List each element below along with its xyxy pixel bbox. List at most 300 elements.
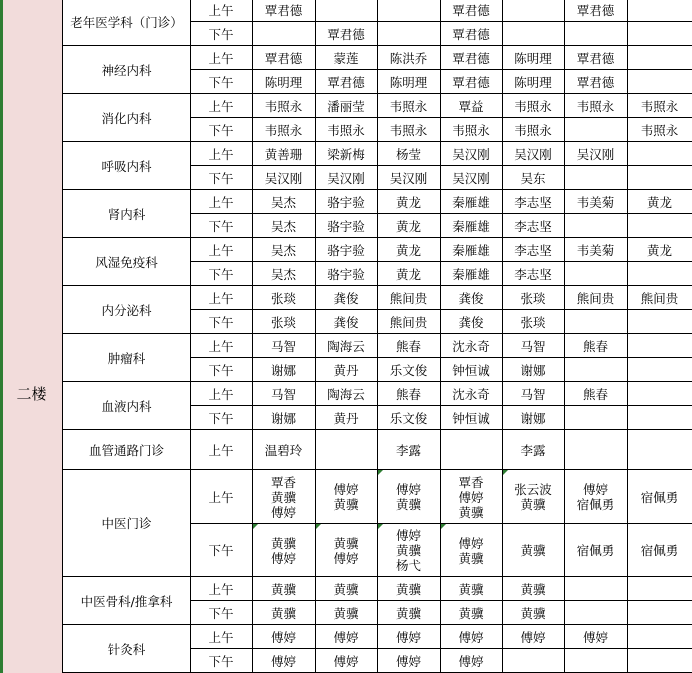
doctor-name: 吴汉刚 <box>264 170 303 186</box>
doctor-name: 熊春 <box>395 386 421 402</box>
doctor-name: 宿佩勇 <box>640 543 679 558</box>
doctor-cell[interactable] <box>564 524 627 577</box>
doctor-cell[interactable] <box>315 430 377 470</box>
doctor-cell[interactable] <box>377 238 440 262</box>
doctor-cell[interactable] <box>627 22 692 46</box>
doctor-name: 黄骥 <box>270 535 296 551</box>
doctor-cell[interactable] <box>377 190 440 214</box>
doctor-cell[interactable] <box>315 406 377 430</box>
doctor-cell[interactable] <box>564 46 627 70</box>
doctor-cell[interactable] <box>252 310 315 334</box>
doctor-cell[interactable] <box>252 118 315 142</box>
doctor-name: 张琰 <box>520 314 546 330</box>
doctor-name: 熊春 <box>582 386 608 402</box>
doctor-cell[interactable] <box>564 262 627 286</box>
doctor-cell[interactable] <box>502 238 564 262</box>
doctor-name: 韦照永 <box>452 122 490 138</box>
doctor-cell[interactable] <box>315 22 377 46</box>
doctor-cell[interactable] <box>315 524 377 577</box>
doctor-cell[interactable] <box>252 577 315 601</box>
period-cell[interactable]: 下午 <box>208 362 234 378</box>
doctor-cell[interactable] <box>564 406 627 430</box>
doctor-cell[interactable] <box>315 286 377 310</box>
doctor-cell[interactable] <box>502 190 564 214</box>
doctor-name: 黄骥 <box>458 504 484 520</box>
doctor-name: 吴杰 <box>270 218 296 234</box>
doctor-name: 熊间贵 <box>389 290 428 306</box>
doctor-cell[interactable] <box>377 430 440 470</box>
doctor-cell[interactable] <box>564 649 627 673</box>
period-cell[interactable]: 下午 <box>208 218 234 234</box>
doctor-cell[interactable] <box>252 46 315 70</box>
doctor-cell[interactable] <box>377 406 440 430</box>
doctor-cell[interactable] <box>252 190 315 214</box>
doctor-cell[interactable] <box>315 358 377 382</box>
doctor-name: 黄骥 <box>333 535 359 551</box>
doctor-cell[interactable] <box>440 214 502 238</box>
doctor-cell[interactable] <box>315 382 377 406</box>
doctor-name: 傅婷 <box>458 535 484 551</box>
doctor-cell[interactable] <box>502 334 564 358</box>
doctor-cell[interactable] <box>377 382 440 406</box>
doctor-name: 李露 <box>520 442 546 458</box>
doctor-name: 韦照永 <box>327 122 365 138</box>
doctor-cell[interactable] <box>502 22 564 46</box>
doctor-cell[interactable] <box>440 22 502 46</box>
doctor-cell[interactable] <box>627 649 692 673</box>
doctor-cell[interactable] <box>315 190 377 214</box>
doctor-cell[interactable] <box>252 382 315 406</box>
doctor-name: 黄骥 <box>333 497 359 512</box>
doctor-cell[interactable] <box>315 601 377 625</box>
doctor-cell[interactable] <box>627 358 692 382</box>
doctor-name: 熊间贵 <box>389 314 428 330</box>
doctor-cell[interactable] <box>502 0 564 22</box>
period-cell[interactable]: 下午 <box>208 653 234 669</box>
doctor-name: 黄骥 <box>333 605 359 621</box>
column-divider <box>252 0 253 673</box>
period-cell[interactable]: 上午 <box>208 489 234 505</box>
doctor-name: 傅婷 <box>270 550 296 566</box>
comment-marker-icon <box>441 524 446 529</box>
doctor-cell[interactable] <box>377 524 440 577</box>
doctor-name: 陈明理 <box>514 74 552 90</box>
doctor-cell[interactable] <box>377 70 440 94</box>
doctor-cell[interactable] <box>315 470 377 524</box>
doctor-cell[interactable] <box>564 94 627 118</box>
department-cell[interactable]: 消化内科 <box>101 110 152 126</box>
doctor-name: 覃君德 <box>264 2 303 18</box>
row-header-accent <box>0 0 3 673</box>
doctor-cell[interactable] <box>440 406 502 430</box>
doctor-cell[interactable] <box>627 470 692 524</box>
doctor-cell[interactable] <box>627 286 692 310</box>
doctor-cell[interactable] <box>440 94 502 118</box>
doctor-cell[interactable] <box>252 334 315 358</box>
doctor-cell[interactable] <box>440 190 502 214</box>
doctor-name: 陈明理 <box>389 74 428 90</box>
doctor-cell[interactable] <box>377 46 440 70</box>
doctor-cell[interactable] <box>377 625 440 649</box>
doctor-cell[interactable] <box>315 142 377 166</box>
doctor-name: 李志坚 <box>514 218 552 234</box>
doctor-cell[interactable] <box>440 382 502 406</box>
period-cell[interactable]: 下午 <box>208 543 234 558</box>
doctor-cell[interactable] <box>564 118 627 142</box>
doctor-cell[interactable] <box>377 286 440 310</box>
period-cell[interactable]: 上午 <box>208 242 234 258</box>
doctor-cell[interactable] <box>502 94 564 118</box>
doctor-cell[interactable] <box>315 0 377 22</box>
doctor-cell[interactable] <box>377 470 440 524</box>
period-cell[interactable]: 上午 <box>208 2 234 18</box>
doctor-cell[interactable] <box>502 577 564 601</box>
department-cell[interactable]: 针灸科 <box>107 641 146 657</box>
doctor-cell[interactable] <box>564 238 627 262</box>
doctor-cell[interactable] <box>252 430 315 470</box>
floor-column <box>0 0 63 673</box>
doctor-name: 谢娜 <box>270 362 296 378</box>
doctor-cell[interactable] <box>502 214 564 238</box>
doctor-cell[interactable] <box>377 649 440 673</box>
doctor-name: 傅婷 <box>270 504 296 520</box>
doctor-cell[interactable] <box>564 358 627 382</box>
doctor-name: 黄骥 <box>395 581 421 597</box>
doctor-cell[interactable] <box>502 166 564 190</box>
period-cell[interactable]: 下午 <box>208 314 234 330</box>
period-cell[interactable]: 上午 <box>208 194 234 210</box>
doctor-cell[interactable] <box>252 358 315 382</box>
column-divider <box>627 0 628 673</box>
doctor-name: 黄龙 <box>395 194 421 210</box>
doctor-name: 黄骥 <box>458 581 484 597</box>
doctor-cell[interactable] <box>502 601 564 625</box>
doctor-cell[interactable] <box>502 286 564 310</box>
doctor-cell[interactable] <box>564 382 627 406</box>
doctor-cell[interactable] <box>252 70 315 94</box>
doctor-cell[interactable] <box>440 470 502 524</box>
doctor-cell[interactable] <box>377 0 440 22</box>
doctor-cell[interactable] <box>627 625 692 649</box>
doctor-cell[interactable] <box>315 334 377 358</box>
doctor-cell[interactable] <box>315 262 377 286</box>
doctor-cell[interactable] <box>502 46 564 70</box>
doctor-name: 黄骥 <box>270 489 296 505</box>
doctor-name: 李露 <box>395 442 421 458</box>
doctor-name: 骆宇验 <box>327 218 365 234</box>
doctor-cell[interactable] <box>440 142 502 166</box>
doctor-name: 黄龙 <box>395 242 421 258</box>
doctor-name: 陶海云 <box>327 338 365 354</box>
doctor-name: 熊间贵 <box>640 290 679 306</box>
period-cell[interactable]: 上午 <box>208 290 234 306</box>
doctor-name: 宿佩勇 <box>576 543 615 558</box>
doctor-cell[interactable] <box>315 625 377 649</box>
doctor-cell[interactable] <box>564 310 627 334</box>
doctor-cell[interactable] <box>564 166 627 190</box>
doctor-cell[interactable] <box>564 286 627 310</box>
period-cell[interactable]: 下午 <box>208 266 234 282</box>
doctor-cell[interactable] <box>627 524 692 577</box>
doctor-name: 吴汉刚 <box>327 170 365 186</box>
doctor-name: 韦照永 <box>389 98 428 114</box>
doctor-cell[interactable] <box>315 577 377 601</box>
doctor-name: 张琰 <box>520 290 546 306</box>
doctor-cell[interactable] <box>252 286 315 310</box>
doctor-cell[interactable] <box>627 166 692 190</box>
doctor-cell[interactable] <box>377 166 440 190</box>
doctor-name: 谢娜 <box>520 362 546 378</box>
doctor-name: 傅婷 <box>333 550 359 566</box>
period-cell[interactable]: 下午 <box>208 122 234 138</box>
department-cell[interactable]: 呼吸内科 <box>101 158 152 174</box>
doctor-name: 黄龙 <box>395 266 421 282</box>
doctor-cell[interactable] <box>252 262 315 286</box>
doctor-name: 乐文俊 <box>389 362 428 378</box>
doctor-cell[interactable] <box>440 166 502 190</box>
doctor-cell[interactable] <box>252 406 315 430</box>
doctor-cell[interactable] <box>440 358 502 382</box>
doctor-cell[interactable] <box>315 70 377 94</box>
doctor-name: 黄善珊 <box>264 146 303 162</box>
doctor-name: 杨莹 <box>395 146 421 162</box>
doctor-cell[interactable] <box>377 22 440 46</box>
doctor-cell[interactable] <box>627 118 692 142</box>
period-cell[interactable]: 上午 <box>208 442 234 458</box>
period-cell[interactable]: 上午 <box>208 338 234 354</box>
doctor-cell[interactable] <box>252 166 315 190</box>
doctor-cell[interactable] <box>315 649 377 673</box>
doctor-name: 傅婷 <box>458 629 484 645</box>
doctor-cell[interactable] <box>502 70 564 94</box>
doctor-name: 傅婷 <box>520 629 546 645</box>
doctor-cell[interactable] <box>315 310 377 334</box>
doctor-cell[interactable] <box>564 625 627 649</box>
doctor-name: 陶海云 <box>327 386 365 402</box>
department-cell[interactable]: 肿瘤科 <box>107 350 146 366</box>
doctor-cell[interactable] <box>627 577 692 601</box>
doctor-cell[interactable] <box>502 142 564 166</box>
doctor-name: 覃君德 <box>452 74 490 90</box>
doctor-name: 马智 <box>520 338 546 354</box>
doctor-cell[interactable] <box>564 430 627 470</box>
department-cell[interactable]: 血管通路门诊 <box>88 442 164 458</box>
department-cell[interactable]: 风湿免疫科 <box>95 254 158 270</box>
doctor-name: 韦照永 <box>389 122 428 138</box>
period-cell[interactable]: 下午 <box>208 170 234 186</box>
doctor-name: 韦美菊 <box>576 194 615 210</box>
doctor-cell[interactable] <box>315 94 377 118</box>
doctor-cell[interactable] <box>564 601 627 625</box>
doctor-cell[interactable] <box>440 0 502 22</box>
doctor-cell[interactable] <box>502 382 564 406</box>
doctor-cell[interactable] <box>440 70 502 94</box>
doctor-cell[interactable] <box>564 577 627 601</box>
department-cell[interactable]: 肾内科 <box>107 206 146 222</box>
doctor-name: 吴杰 <box>270 194 296 210</box>
period-cell[interactable]: 下午 <box>208 26 234 42</box>
doctor-cell[interactable] <box>252 0 315 22</box>
doctor-cell[interactable] <box>377 262 440 286</box>
doctor-cell[interactable] <box>440 334 502 358</box>
doctor-name: 龚俊 <box>333 314 359 330</box>
doctor-cell[interactable] <box>627 46 692 70</box>
doctor-cell[interactable] <box>564 142 627 166</box>
doctor-cell[interactable] <box>627 310 692 334</box>
doctor-cell[interactable] <box>252 524 315 577</box>
doctor-name: 黄骥 <box>270 605 296 621</box>
doctor-name: 熊春 <box>582 338 608 354</box>
doctor-cell[interactable] <box>564 214 627 238</box>
doctor-cell[interactable] <box>564 334 627 358</box>
doctor-name: 钟恒诚 <box>452 410 490 426</box>
doctor-name: 温碧玲 <box>264 442 303 458</box>
doctor-cell[interactable] <box>252 214 315 238</box>
doctor-cell[interactable] <box>627 190 692 214</box>
doctor-name: 覃君德 <box>327 26 365 42</box>
doctor-cell[interactable] <box>502 524 564 577</box>
doctor-name: 吴汉刚 <box>452 170 490 186</box>
doctor-name: 李志坚 <box>514 266 552 282</box>
doctor-cell[interactable] <box>377 577 440 601</box>
doctor-cell[interactable] <box>502 625 564 649</box>
period-cell[interactable]: 上午 <box>208 146 234 162</box>
period-cell[interactable]: 上午 <box>208 581 234 597</box>
doctor-name: 覃君德 <box>327 74 365 90</box>
doctor-cell[interactable] <box>252 470 315 524</box>
doctor-cell[interactable] <box>564 0 627 22</box>
comment-marker-icon <box>253 524 258 529</box>
doctor-name: 张琰 <box>270 314 296 330</box>
doctor-cell[interactable] <box>315 46 377 70</box>
doctor-cell[interactable] <box>564 470 627 524</box>
column-divider <box>440 0 441 673</box>
doctor-name: 黄骥 <box>270 581 296 597</box>
doctor-cell[interactable] <box>377 214 440 238</box>
department-cell[interactable]: 血液内科 <box>101 398 152 414</box>
doctor-name: 骆宇验 <box>327 266 365 282</box>
department-cell[interactable]: 老年医学科（门诊） <box>70 14 183 30</box>
comment-marker-icon <box>378 524 383 529</box>
doctor-cell[interactable] <box>627 238 692 262</box>
doctor-cell[interactable] <box>440 577 502 601</box>
doctor-cell[interactable] <box>627 406 692 430</box>
department-cell[interactable]: 中医门诊 <box>101 516 152 531</box>
doctor-name: 马智 <box>270 386 296 402</box>
doctor-cell[interactable] <box>627 214 692 238</box>
doctor-cell[interactable] <box>502 470 564 524</box>
doctor-cell[interactable] <box>627 94 692 118</box>
doctor-name: 沈永奇 <box>452 386 490 402</box>
doctor-cell[interactable] <box>377 601 440 625</box>
doctor-cell[interactable] <box>377 358 440 382</box>
doctor-cell[interactable] <box>440 649 502 673</box>
doctor-cell[interactable] <box>627 70 692 94</box>
doctor-cell[interactable] <box>502 406 564 430</box>
doctor-cell[interactable] <box>440 46 502 70</box>
doctor-cell[interactable] <box>315 118 377 142</box>
doctor-cell[interactable] <box>315 238 377 262</box>
doctor-cell[interactable] <box>502 262 564 286</box>
doctor-cell[interactable] <box>252 22 315 46</box>
department-cell[interactable]: 内分泌科 <box>101 302 152 318</box>
doctor-cell[interactable] <box>564 22 627 46</box>
doctor-cell[interactable] <box>627 262 692 286</box>
doctor-cell[interactable] <box>315 214 377 238</box>
doctor-name: 傅婷 <box>333 653 359 669</box>
doctor-cell[interactable] <box>440 118 502 142</box>
period-cell[interactable]: 上午 <box>208 50 234 66</box>
doctor-cell[interactable] <box>252 94 315 118</box>
doctor-cell[interactable] <box>502 430 564 470</box>
doctor-cell[interactable] <box>377 310 440 334</box>
doctor-name: 秦雁雄 <box>452 266 490 282</box>
doctor-cell[interactable] <box>252 649 315 673</box>
doctor-cell[interactable] <box>440 310 502 334</box>
doctor-cell[interactable] <box>252 625 315 649</box>
doctor-cell[interactable] <box>502 649 564 673</box>
doctor-name: 梁新梅 <box>327 146 365 162</box>
doctor-cell[interactable] <box>502 310 564 334</box>
doctor-name: 龚俊 <box>458 314 484 330</box>
doctor-cell[interactable] <box>564 70 627 94</box>
doctor-cell[interactable] <box>440 601 502 625</box>
doctor-cell[interactable] <box>564 190 627 214</box>
doctor-cell[interactable] <box>627 142 692 166</box>
doctor-cell[interactable] <box>377 142 440 166</box>
doctor-cell[interactable] <box>502 118 564 142</box>
period-cell[interactable]: 下午 <box>208 74 234 90</box>
doctor-cell[interactable] <box>627 0 692 22</box>
period-cell[interactable]: 上午 <box>208 629 234 645</box>
doctor-name: 黄骥 <box>333 581 359 597</box>
period-cell[interactable]: 上午 <box>208 386 234 402</box>
doctor-cell[interactable] <box>377 118 440 142</box>
doctor-name: 黄骥 <box>520 497 546 512</box>
department-cell[interactable]: 神经内科 <box>101 62 152 78</box>
period-cell[interactable]: 下午 <box>208 410 234 426</box>
doctor-name: 傅婷 <box>333 482 359 497</box>
doctor-cell[interactable] <box>440 430 502 470</box>
doctor-name: 秦雁雄 <box>452 194 490 210</box>
doctor-cell[interactable] <box>252 601 315 625</box>
doctor-cell[interactable] <box>627 334 692 358</box>
doctor-cell[interactable] <box>315 166 377 190</box>
doctor-name: 傅婷 <box>270 629 296 645</box>
period-cell[interactable]: 上午 <box>208 98 234 114</box>
doctor-cell[interactable] <box>627 601 692 625</box>
doctor-cell[interactable] <box>377 94 440 118</box>
doctor-cell[interactable] <box>627 382 692 406</box>
doctor-cell[interactable] <box>502 358 564 382</box>
doctor-name: 黄骥 <box>520 581 546 597</box>
doctor-cell[interactable] <box>252 142 315 166</box>
doctor-name: 韦照永 <box>640 122 679 138</box>
doctor-cell[interactable] <box>440 625 502 649</box>
doctor-cell[interactable] <box>440 286 502 310</box>
doctor-cell[interactable] <box>377 334 440 358</box>
doctor-cell[interactable] <box>627 430 692 470</box>
doctor-cell[interactable] <box>440 262 502 286</box>
floor-label: 二楼 <box>16 385 47 403</box>
doctor-name: 骆宇验 <box>327 194 365 210</box>
doctor-name: 吴杰 <box>270 242 296 258</box>
period-cell[interactable]: 下午 <box>208 605 234 621</box>
doctor-cell[interactable] <box>440 238 502 262</box>
department-cell[interactable]: 中医骨科/推拿科 <box>80 593 173 609</box>
doctor-cell[interactable] <box>440 524 502 577</box>
doctor-cell[interactable] <box>252 238 315 262</box>
